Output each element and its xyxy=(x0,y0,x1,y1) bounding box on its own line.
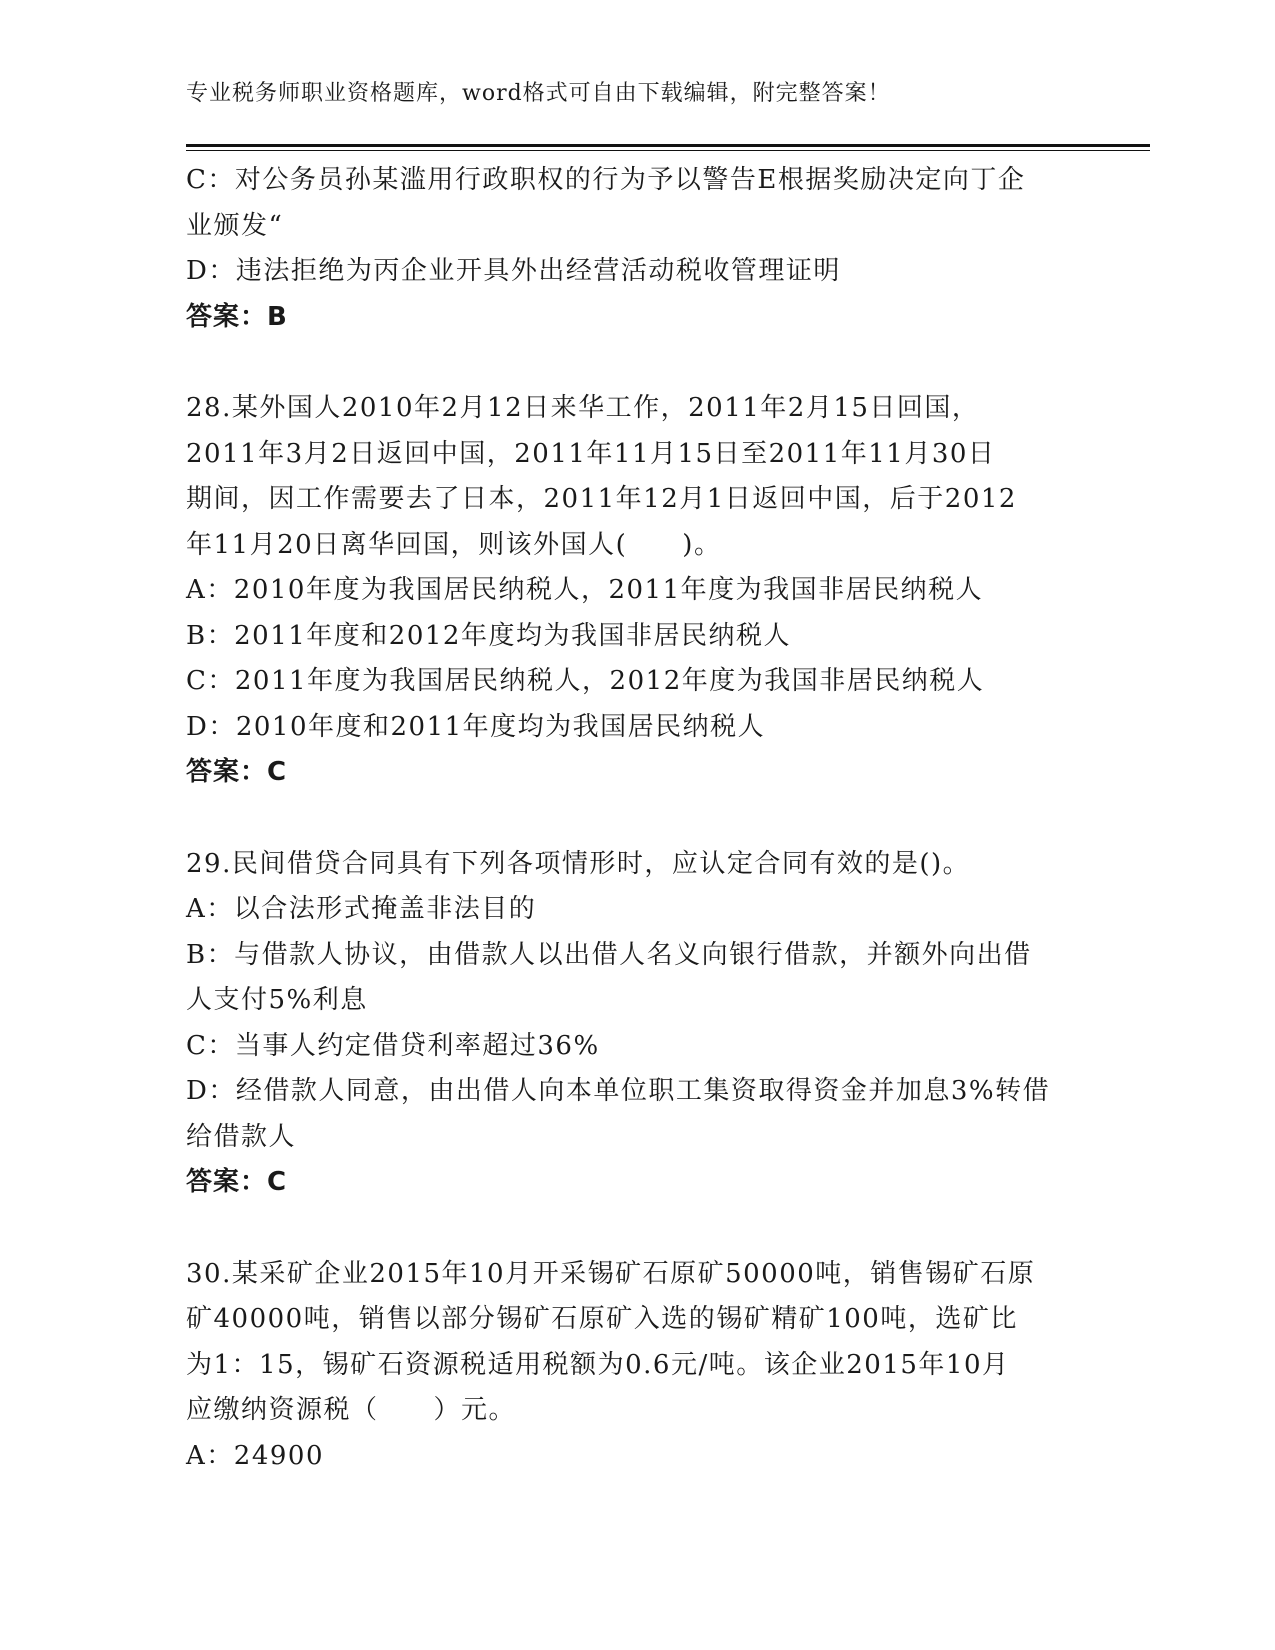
q28-stem-line1: 28.某外国人2010年2月12日来华工作，2011年2月15日回国， xyxy=(186,393,980,423)
q29-option-b-line2: 人支付5%利息 xyxy=(186,985,368,1015)
q29-option-b-line1: B：与借款人协议，由借款人以出借人名义向银行借款，并额外向出借 xyxy=(186,939,1032,970)
question-30 xyxy=(186,1252,1086,1480)
q27-option-c-line2: 业颁发“ xyxy=(186,210,284,241)
q28-option-a: A：2010年度为我国居民纳税人，2011年度为我国非居民纳税人 xyxy=(186,575,984,605)
q27-option-d: D：违法拒绝为丙企业开具外出经营活动税收管理证明 xyxy=(186,256,841,286)
page-header: 专业税务师职业资格题库，word格式可自由下载编辑，附完整答案！ xyxy=(186,81,891,106)
q29-stem: 29.民间借贷合同具有下列各项情形时，应认定合同有效的是()。 xyxy=(186,848,971,879)
q28-stem-line4: 年11月20日离华回国，则该外国人( )。 xyxy=(186,529,722,560)
q27-option-c-line1: C：对公务员孙某滥用行政职权的行为予以警告E根据奖励决定向丁企 xyxy=(186,165,1026,195)
q28-stem-line2: 2011年3月2日返回中国，2011年11月15日至2011年11月30日 xyxy=(186,438,996,469)
q28-option-c: C：2011年度为我国居民纳税人，2012年度为我国非居民纳税人 xyxy=(186,666,985,696)
q29-answer: 答案：C xyxy=(186,1167,288,1197)
q29-option-d-line2: 给借款人 xyxy=(186,1121,297,1152)
q29-option-d-line1: D：经借款人同意，由出借人向本单位职工集资取得资金并加息3%转借 xyxy=(186,1076,1051,1106)
q28-answer: 答案：C xyxy=(186,757,288,787)
question-content xyxy=(186,158,1086,1479)
q27-answer: 答案：B xyxy=(186,301,288,332)
q28-option-b: B：2011年度和2012年度均为我国非居民纳税人 xyxy=(186,620,791,651)
spacer xyxy=(186,340,1086,386)
q30-stem-line1: 30.某采矿企业2015年10月开采锡矿石原矿50000吨，销售锡矿石原 xyxy=(186,1258,1036,1289)
question-29 xyxy=(186,842,1086,1206)
header-rule-thick xyxy=(186,144,1150,147)
question-27-tail xyxy=(186,158,1086,340)
header-rule-thin xyxy=(186,150,1150,151)
q28-stem-line3: 期间，因工作需要去了日本，2011年12月1日返回中国，后于2012 xyxy=(186,484,1017,514)
q30-stem-line3: 为1：15，锡矿石资源税适用税额为0.6元/吨。该企业2015年10月 xyxy=(186,1349,1010,1380)
q29-option-c: C：当事人约定借贷利率超过36% xyxy=(186,1030,600,1061)
q30-stem-line2: 矿40000吨，销售以部分锡矿石原矿入选的锡矿精矿100吨，选矿比 xyxy=(186,1304,1018,1334)
q29-option-a: A：以合法形式掩盖非法目的 xyxy=(186,894,537,924)
question-28 xyxy=(186,386,1086,796)
q30-stem-line4: 应缴纳资源税（ ）元。 xyxy=(186,1395,517,1425)
q28-option-d: D：2010年度和2011年度均为我国居民纳税人 xyxy=(186,711,766,742)
spacer xyxy=(186,1206,1086,1252)
spacer xyxy=(186,796,1086,842)
q30-option-a: A：24900 xyxy=(186,1440,324,1471)
